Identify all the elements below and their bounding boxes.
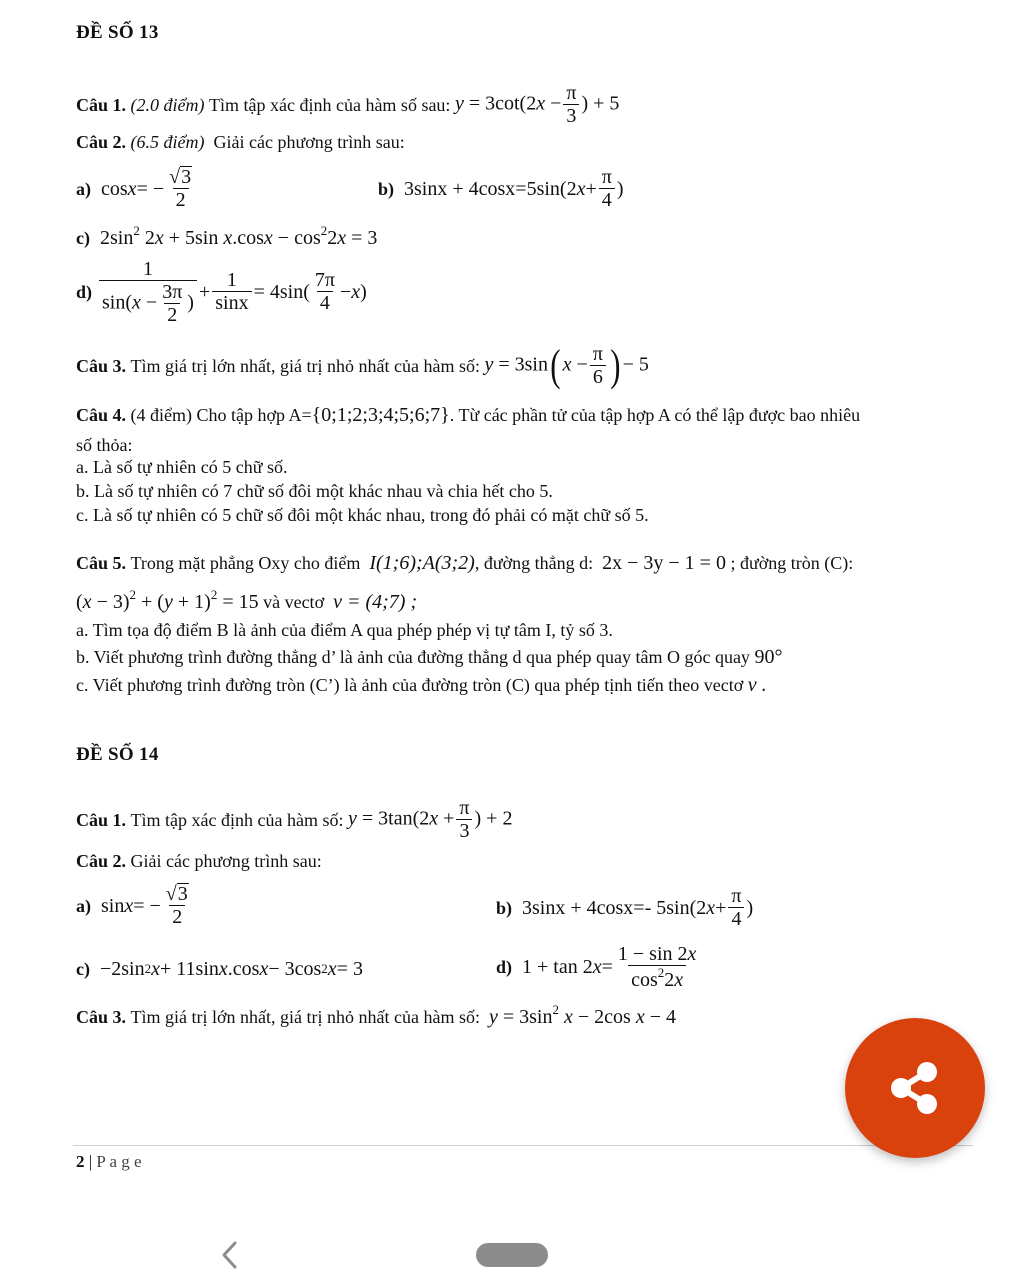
cau-label: Câu 2. [76, 132, 127, 152]
cau-points: (6.5 điểm) [130, 132, 205, 152]
de14-title: ĐỀ SỐ 14 [76, 744, 159, 765]
de13-c4c: c. Là số tự nhiên có 5 chữ số đôi một khác nhau, trong đó phải có mặt chữ số 5. [76, 505, 649, 525]
page-footer [76, 1152, 142, 1172]
points-i-a: I(1;6);A(3;2) [369, 552, 475, 574]
page-sep: | [84, 1152, 97, 1171]
cau-label: Câu 5. [76, 553, 127, 573]
formula-y-3cot: y = 3cot(2x − $\frac{\pi}{3}$ ) + 5 [454, 82, 620, 127]
home-pill-icon[interactable] [476, 1243, 548, 1267]
cau-text: (4 điểm) Cho tập hợp A= [130, 405, 312, 425]
angle-90: 90° [754, 646, 783, 668]
de13-c2c: c) $2\sin^2$ 2x + 5sin $x.\cos x - \cos^22x = 3$ [76, 223, 378, 249]
de14-cau1 [76, 794, 512, 846]
de14-cau3 [76, 1003, 676, 1029]
de14-c2d: d) 1 + tan 2 x = $\frac{1 - \sin 2x}{\cos^22x}$ [496, 942, 697, 991]
vector-v-end: v . [747, 674, 767, 696]
de13-title: ĐỀ SỐ 13 [76, 22, 159, 43]
share-button[interactable] [845, 1018, 985, 1158]
page-word: P a g e [96, 1152, 142, 1171]
cau-text: Trong mặt phẳng Oxy cho điểm [130, 553, 361, 573]
de13-cau2 [76, 132, 405, 153]
chevron-left-icon[interactable] [218, 1240, 242, 1270]
cau-points: (2.0 điểm) [130, 94, 205, 115]
de13-c4-cont: số thỏa: [76, 435, 133, 455]
de13-c4a: a. Là số tự nhiên có 5 chữ số. [76, 457, 288, 477]
formula-y-3sin: y = 3sin( x − $\frac{\pi}{6}$ ) − 5 [484, 341, 649, 390]
de13-cau1 [76, 80, 619, 130]
de13-c5b [76, 646, 782, 669]
de14-c2a: a) sin x = − √ 3 2 [76, 883, 188, 928]
page-number: 2 [76, 1152, 85, 1171]
de13-c5-circle-eq [76, 588, 417, 614]
cau-text: Tìm giá trị lớn nhất, giá trị nhỏ nhất của hàm số: [130, 1007, 480, 1027]
de13-cau3 [76, 338, 649, 394]
cau-text-line: , đường thẳng d: [474, 553, 594, 573]
formula-y-3tan: y = 3tan(2x + $\frac{\pi}{3}$ ) + 2 [347, 797, 513, 842]
formula-y-3sin2: $y = 3\sin^2$ x − 2cos x − 4 [488, 1002, 676, 1028]
de13-c5a: a. Tìm tọa độ điểm B là ảnh của điểm A qua phép phép vị tự tâm I, tỷ số 3. [76, 620, 613, 640]
cau-text: Tìm tập xác định của hàm số: [130, 809, 344, 830]
de14-c2b: b) 3sinx + 4cosx=- 5sin(2 x + $\frac{\pi}{4}$ ) [496, 885, 754, 930]
cau-text-circle: ; đường tròn (C): [730, 553, 854, 573]
cau-label: Câu 1. [76, 94, 127, 115]
c5c-text: c. Viết phương trình đường tròn (C’) là ảnh của đường tròn (C) qua phép tịnh tiến theo vectơ [76, 675, 744, 695]
c5b-text: b. Viết phương trình đường thẳng d’ là ảnh của đường thẳng d qua phép quay tâm O góc quay [76, 647, 750, 667]
vector-v: v = (4;7) ; [333, 591, 418, 613]
de13-c2d: d) 1 sin(x − $\frac{3\pi}{2}$ ) + $\frac{1}{\sin x}$ = 4sin( $\frac{7\pi}{4}$ − x ) [76, 257, 367, 326]
cau-label: Câu 4. [76, 405, 127, 425]
cau-text-2: . Từ các phần tử của tập hợp A có thể lập được bao nhiêu [449, 405, 861, 425]
cau-label: Câu 3. [76, 1007, 127, 1027]
cau-text: Giải các phương trình sau: [213, 132, 405, 152]
cau-label: Câu 3. [76, 355, 127, 376]
cau-text: Tìm tập xác định của hàm số sau: [209, 94, 451, 115]
eq-circle: $(x - 3)^2 + (y + 1)^2 = 15$ [76, 587, 259, 613]
de14-cau2 [76, 851, 322, 872]
de13-c2b: b) 3sinx + 4cosx=5sin(2 x + $\frac{\pi}{4}$ ) [378, 166, 624, 211]
de13-c2a: a) cos x = − √ 3 2 [76, 166, 192, 211]
footer-divider [73, 1145, 973, 1146]
set-a: {0;1;2;3;4;5;6;7} [311, 404, 450, 426]
vec-text: và vectơ [263, 592, 325, 612]
cau-label: Câu 2. [76, 851, 127, 871]
cau-text: Tìm giá trị lớn nhất, giá trị nhỏ nhất của hàm số: [130, 355, 480, 376]
cau-text: Giải các phương trình sau: [130, 851, 322, 871]
de13-cau4 [76, 404, 860, 427]
de13-c4b: b. Là số tự nhiên có 7 chữ số đôi một khác nhau và chia hết cho 5. [76, 481, 553, 501]
cau-label: Câu 1. [76, 809, 127, 830]
de13-c5c [76, 674, 767, 697]
de13-cau5 [76, 552, 853, 575]
share-icon [845, 1018, 985, 1158]
eq-line-d: 2x − 3y − 1 = 0 [602, 552, 726, 574]
de14-c2c: c) −2sin 2 x + 11sin x .cos x − 3cos 2 x = 3 [76, 957, 363, 980]
